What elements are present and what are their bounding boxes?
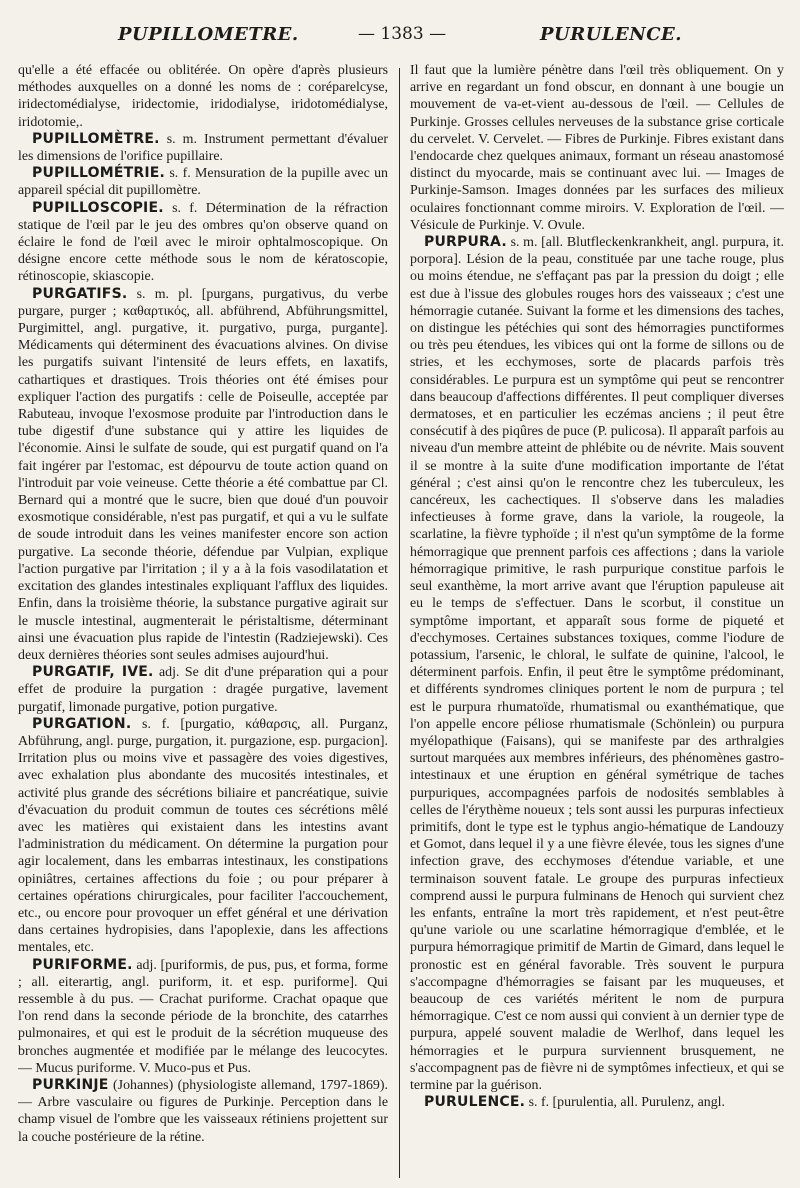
entry-headword: PUPILLOMÈTRE. [32, 130, 160, 147]
entry-headword: PURPURA. [424, 234, 507, 251]
column-divider [399, 68, 400, 1178]
entry-headword: PUPILLOMÉTRIE. [32, 165, 166, 182]
entry-text: adj. Se dit d'une préparation qui a pour effet de produire la purgation : dragée purgative, lavement purgatif, limonade purgative, potion purgative. [18, 665, 388, 715]
entry-headword: PURGATIF, IVE. [32, 664, 154, 681]
entry-headword: PURKINJE [32, 1076, 109, 1093]
dictionary-entry [18, 62, 388, 131]
entry-text: s. f. Mensuration de la pupille avec un appareil spécial dit pupillomètre. [18, 166, 388, 199]
entry-headword: PUPILLOSCOPIE. [32, 199, 164, 216]
dictionary-entry [18, 286, 388, 664]
entry-text: s. f. [purulentia, all. Purulenz, angl. [528, 1095, 725, 1111]
page-header [0, 10, 800, 62]
running-head-right: PURULENCE. [540, 24, 683, 45]
dictionary-entry [410, 234, 784, 1094]
dictionary-entry [18, 957, 388, 1077]
dictionary-entry [18, 716, 388, 957]
left-column [18, 62, 388, 1182]
entry-text: s. m. Instrument permettant d'évaluer les dimensions de l'orifice pupillaire. [18, 131, 388, 165]
right-column [410, 62, 784, 1182]
entry-text: Il faut que la lumière pénètre dans l'œil très obliquement. On y arrive en regardant un fond obscur, en donnant à une bougie un mouvement de va-et-vient au-dessous de l'œil. — Cellules de Purkinje. Grosses cellules nerveuses de la substance grise corticale du cervelet. V. Cervelet. — Fibres de Purkinje. Fibres existant dans l'endocarde chez quelques animaux, formant un réseau anastomosé distinct du myocarde, mais se continuant avec lui. — Images de Purkinje-Samson. Images données par les surfaces des milieux oculaires fonctionnant comme miroirs. V. Exploration de l'œil. — Vésicule de Purkinje. V. Ovule. [410, 63, 784, 233]
dictionary-entry [18, 200, 388, 286]
dictionary-entry [18, 1077, 388, 1146]
dictionary-entry [18, 131, 388, 165]
entry-text: s. f. [purgatio, κάθαρσις, all. Purganz, Abführung, angl. purge, purgation, it. purgazione, esp. purgacion]. Irritation plus ou moins vive et passagère des voies digestives, avec exhalation plus abondante des mucosités intestinales, et activité plus grande des sécrétions biliaire et pancréatique, suivie d'évacuation du produit commun de toutes ces sécrétions mêlé avec les matières qui existaient dans les intestins avant l'administration du médicament. On détermine la purgation pour agir localement, dans les embarras intestinaux, les constipations opiniâtres, certaines affections du foie ; ou pour préparer à certaines opérations chirurgicales, pour faciliter l'accouchement, etc., ou encore pour provoquer un effet général et une dérivation dans certaines hydropisies, dans l'apoplexie, dans les affections mentales, etc. [18, 716, 388, 956]
entry-text: qu'elle a été effacée ou oblitérée. On opère d'après plusieurs méthodes auxquelles on a donné les noms de : coréparelcyse, iridectomédialyse, iridectomie, iridodialyse, iridotomédialyse, iridotomie,. [18, 63, 388, 130]
entry-headword: PURGATION. [32, 715, 132, 732]
entry-text: adj. [puriformis, de pus, pus, et forma, forme ; all. eiterartig, angl. puriform, it. et esp. puriforme]. Qui ressemble à du pus. — Crachat puriforme. Crachat opaque que l'on rend dans la seconde période de la bronchite, des catarrhes pulmonaires, et qui est le produit de la sécrétion muqueuse des bronches augmentée et modifiée par le mélange des leucocytes. — Mucus puriforme. V. Muco-pus et Pus. [18, 957, 388, 1076]
dictionary-entry [18, 664, 388, 716]
dictionary-entry [18, 165, 388, 199]
running-head-left: PUPILLOMETRE. [118, 24, 299, 45]
entry-headword: PURGATIFS. [32, 285, 128, 302]
dictionary-entry [410, 62, 784, 234]
entry-text: s. m. [all. Blutfleckenkrankheit, angl. purpura, it. porpora]. Lésion de la peau, constituée par une tache rouge, plus ou moins étendue, ne s'effaçant pas par la pression du doigt ; elle est due à l'issue des globules rouges hors des vaisseaux ; c'est une hémorragie cutanée. Suivant la forme et les dimensions des taches, on distingue les pétéchies qui sont des hémorragies punctiformes ou très peu étendues, les vibices qui ont la forme de sillons ou de stries, et les ecchymoses, sorte de placards parfois très considérables. Le purpura est un symptôme qui peut se rencontrer dans beaucoup d'affections différentes. Il peut compliquer diverses dermatoses, et en particulier les eczémas anciens ; il peut être consécutif à des piqûres de puce (P. pulicosa). Il apparaît parfois au niveau d'un membre atteint de phlébite ou de névrite. Mais souvent il se montre à la suite d'une modification importante de l'état général ; c'est ainsi qu'on le rencontre chez les tuberculeux, les cancéreux, les cachectiques. Il s'observe dans les maladies infectieuses à forme grave, dans la variole, la rougeole, la scarlatine, la fièvre typhoïde ; il n'est qu'un symptôme de la forme hémorragique que prennent parfois ces affections ; dans la variole hémorragique primitive, le rash purpurique constitue parfois le seul exanthème, la mort arrive avant que l'éruption papuleuse ait eu le temps de s'effectuer. Dans le scorbut, il constitue un symptôme important, et apparaît sous forme de piqueté et d'ecchymoses. Certaines substances toxiques, comme l'iodure de potassium, l'arsenic, le chloral, le sulfate de quinine, l'alcool, le déterminent parfois. Enfin, il peut être le symptôme prédominant, et différents syndromes cliniques portent le nom de purpura ; tel est le purpura rhumatoïde, rhumatismal ou exanthématique, que l'on appelle encore péliose rhumatismale (Schönlein) ou purpura myélopathique (Faisans), qui se manifeste par des arthralgies surtout marquées aux membres inférieurs, des phénomènes gastro-intestinaux et une éruption en général symétrique de taches purpuriques, accompagnées parfois de nodosités semblables à celles de l'érythème noueux ; tels sont aussi les purpuras infectieux primitifs, dont le type est le typhus angio-hématique de Landouzy et Gomot, dans lequel il y a une fièvre élevée, tous les signes d'une infection grave, des ecchymoses d'étendue variable, et une terminaison souvent fatale. Le groupe des purpuras infectieux comprend aussi le purpura fulminans de Henoch qui survient chez les enfants, entraîne la mort très rapidement, et n'est peut-être qu'une variole ou une scarlatine hémorragique d'emblée, et le purpura hémorragique primitif de Martin de Gimard, dans lequel le pronostic est en général favorable. Très souvent le purpura s'accompagne d'hémorragies se faisant par les muqueuses, et beaucoup de ces variétés méritent le nom de purpura hémorragique. C'est ce nom aussi qui convient à un dernier type de purpura, appelé souvent maladie de Werlhof, dans lequel les hémorragies et le purpura surviennent brusquement, ne s'accompagnent pas de fièvre ni de symptômes infectieux, et qui se termine par la guérison. [410, 235, 784, 1093]
entry-text: s. f. Détermination de la réfraction statique de l'œil par le jeu des ombres qu'on observe quand on éclaire le fond de l'œil avec le miroir ophtalmoscopique. On désigne encore cette méthode sous le nom de kératoscopie, rétinoscopie, skiascopie. [18, 200, 388, 285]
entry-headword: PURULENCE. [424, 1094, 526, 1111]
page-number: — 1383 — [358, 24, 447, 44]
entry-text: (Johannes) (physiologiste allemand, 1797-1869). — Arbre vasculaire ou figures de Purkinje. Perception dans le champ visuel de l'ombre que les vaisseaux rétiniens projettent sur la couche postérieure de la rétine. [18, 1077, 388, 1145]
entry-headword: PURIFORME. [32, 956, 133, 973]
entry-text: s. m. pl. [purgans, purgativus, du verbe purgare, purger ; καθαρτικός, all. abführend, Abführungsmittel, Purgimittel, angl. purgative, it. purgativo, purga, purgante]. Médicaments qui déterminent des évacuations alvines. On divise les purgatifs suivant l'intensité de leurs effets, en laxatifs, cathartiques et drastiques. Trois théories ont été émises pour expliquer l'action des purgatifs : celle de Poiseulle, acceptée par Rabuteau, invoque l'exosmose produite par l'introduction dans le tube digestif d'une substance qui y attire les liquides de l'économie. Ainsi le sulfate de soude, qui est purgatif quand on l'a fait ingérer par l'estomac, est dépourvu de toute action quand on l'introduit par voie veineuse. Cette théorie a été combattue par Cl. Bernard qui a montré que le sucre, bien que doué d'un pouvoir exosmotique considérable, n'est pas purgatif, et qui a vu le sulfate de soude introduit dans les veines manifester encore son action purgative. La seconde théorie, défendue par Vulpian, explique l'action purgative par l'irritation ; il y a à la fois vasodilatation et excitation des glandes intestinales expliquant l'afflux des liquides. Enfin, dans la troisième théorie, la substance purgative agirait sur le muscle intestinal, augmenterait le péristaltisme, déterminant ainsi une évacuation plus rapide de l'intestin (Radziejewski). Ces deux dernières théories sont seules admises aujourd'hui. [18, 286, 388, 663]
dictionary-entry [410, 1094, 784, 1111]
